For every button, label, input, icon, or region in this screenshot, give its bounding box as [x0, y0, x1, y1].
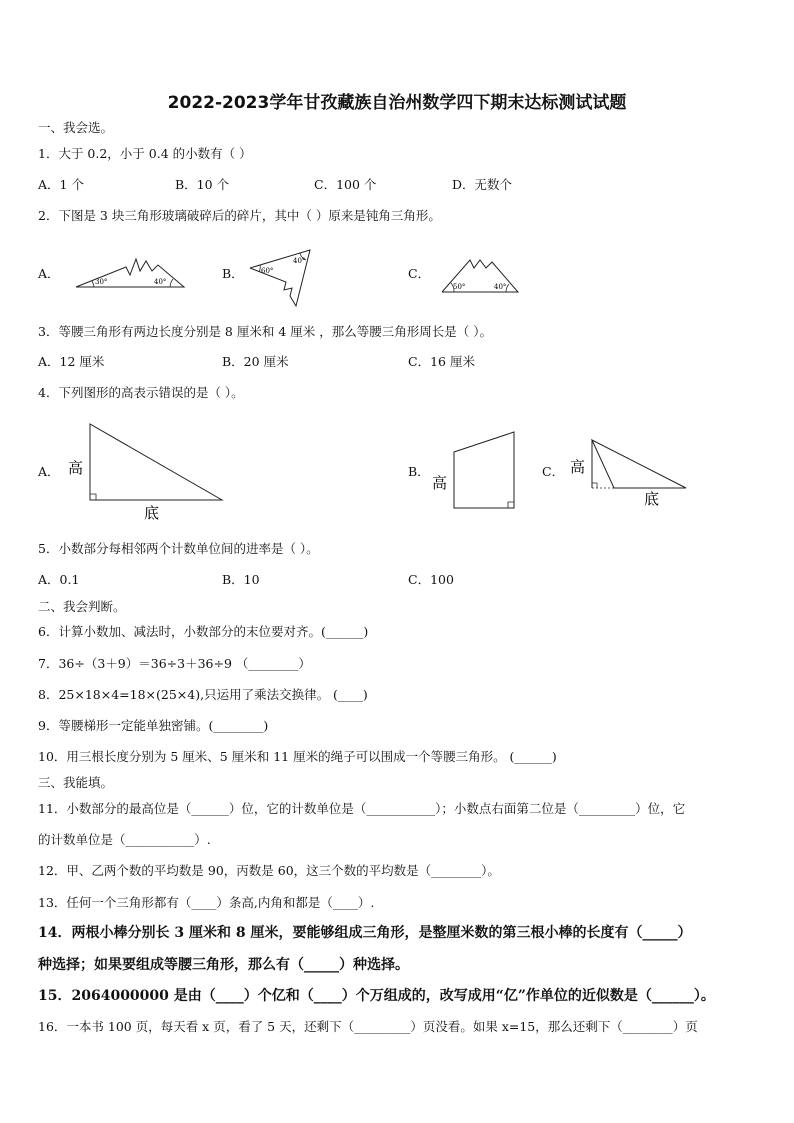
angle-label: 60°	[261, 267, 274, 275]
angle-label: 40°	[154, 278, 167, 286]
question-16: 16．一本书 100 页，每天看 x 页，看了 5 天，还剩下（_________）页没看。如果 x=15，那么还剩下（________）页	[38, 1019, 698, 1034]
option-b: B．	[222, 266, 244, 281]
question-6: 6．计算小数加、减法时，小数部分的末位要对齐。(______)	[38, 624, 369, 639]
right-triangle-figure-a	[64, 420, 229, 524]
base-label: 底	[644, 490, 660, 508]
triangle-fragment-b	[248, 246, 318, 308]
question-8: 8．25×18×4=18×(25×4),只运用了乘法交换律。 (____)	[38, 687, 368, 702]
option-a: A．12 厘米	[38, 354, 105, 369]
question-10: 10．用三根长度分别为 5 厘米、5 厘米和 11 厘米的绳子可以围成一个等腰三角形。 (______)	[38, 749, 557, 764]
option-c: C．100 个	[314, 177, 377, 192]
option-c: C．16 厘米	[408, 354, 475, 369]
option-b: B．	[408, 464, 430, 479]
question-9: 9．等腰梯形一定能单独密铺。(________)	[38, 718, 269, 733]
option-a: A．	[38, 266, 60, 281]
angle-label: 50°	[453, 283, 466, 291]
section-heading: 三、我能填。	[38, 775, 114, 790]
angle-label: 40°	[293, 257, 306, 265]
question-1: 1．大于 0.2，小于 0.4 的小数有（ ）	[38, 146, 252, 161]
option-c: C．100	[408, 572, 454, 587]
question-15: 15．2064000000 是由（____）个亿和（____）个万组成的，改写成用“亿”作单位的近似数是（______）。	[38, 988, 715, 1004]
question-11-line-2: 的计数单位是（___________）.	[38, 832, 211, 847]
option-b: B．20 厘米	[222, 354, 289, 369]
question-14-line-2: 种选择；如果要组成等腰三角形，那么有（_____）种选择。	[38, 957, 409, 973]
question-5: 5．小数部分每相邻两个计数单位间的进率是（ ）。	[38, 541, 319, 556]
triangle-fragment-a	[74, 253, 186, 293]
angle-label: 30°	[95, 278, 108, 286]
question-2: 2．下图是 3 块三角形玻璃破碎后的碎片，其中（ ）原来是钝角三角形。	[38, 208, 441, 223]
option-d: D．无数个	[452, 177, 513, 192]
question-7: 7．36÷（3＋9）＝36÷3＋36÷9 （________）	[38, 656, 311, 671]
height-label: 高	[432, 474, 448, 492]
question-4: 4．下列图形的高表示错误的是（ ）。	[38, 385, 244, 400]
option-a: A．0.1	[38, 572, 80, 587]
height-label: 高	[68, 459, 84, 477]
option-a: A．1 个	[38, 177, 84, 192]
base-label: 底	[144, 504, 160, 522]
triangle-fragment-c	[440, 254, 520, 296]
question-14-line-1: 14．两根小棒分别长 3 厘米和 8 厘米，要能够组成三角形，是整厘米数的第三根小棒的长度有（_____）	[38, 925, 692, 941]
obtuse-triangle-figure-c	[566, 436, 692, 508]
option-c: C．	[408, 266, 431, 281]
option-c: C．	[542, 464, 565, 479]
option-b: B．10 个	[175, 177, 230, 192]
page-title: 2022-2023学年甘孜藏族自治州数学四下期末达标测试试题	[167, 93, 627, 113]
height-label: 高	[570, 458, 586, 476]
option-a: A．	[38, 464, 60, 479]
question-12: 12．甲、乙两个数的平均数是 90，丙数是 60，这三个数的平均数是（________）。	[38, 863, 500, 878]
trapezoid-figure-b	[430, 430, 522, 512]
angle-label: 40°	[494, 283, 507, 291]
section-heading: 一、我会选。	[38, 120, 114, 135]
question-11-line-1: 11．小数部分的最高位是（______）位，它的计数单位是（___________）；小数点右面第二位是（_________）位，它	[38, 801, 686, 816]
option-b: B．10	[222, 572, 260, 587]
question-3: 3．等腰三角形有两边长度分别是 8 厘米和 4 厘米 ，那么等腰三角形周长是（ ）。	[38, 324, 492, 339]
section-heading: 二、我会判断。	[38, 599, 126, 614]
question-13: 13．任何一个三角形都有（____）条高,内角和都是（____）.	[38, 895, 375, 910]
